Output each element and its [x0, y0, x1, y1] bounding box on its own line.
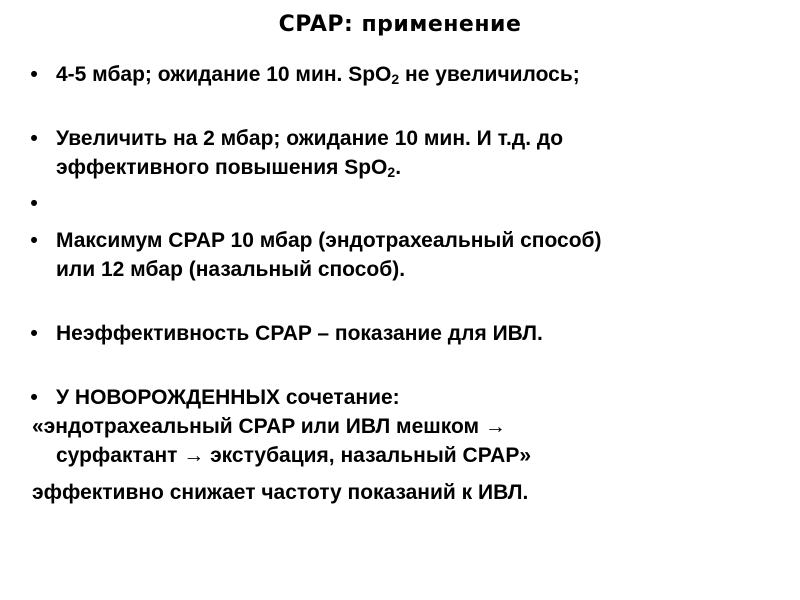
bullet-text-line2	[56, 153, 780, 182]
bullet-item-maximum	[0, 226, 800, 284]
bullet-icon: •	[30, 192, 38, 215]
bullet-item-ineffective	[0, 319, 800, 348]
bullet-text-line1: Максимум CPAP 10 мбар (эндотрахеальный способ)	[56, 229, 602, 252]
subscript: 2	[391, 71, 400, 87]
bullet-icon: •	[30, 386, 38, 409]
bullet-text	[56, 192, 62, 215]
bullet-text-tail: не увеличилось;	[399, 63, 580, 86]
bullet-icon: •	[30, 63, 38, 86]
subscript: 2	[387, 164, 396, 180]
bullet-item-pressure-start	[0, 60, 800, 89]
bullet-item-newborns	[0, 383, 800, 412]
bullet-list	[0, 60, 800, 507]
bullet-text-tail: .	[395, 156, 402, 179]
bullet-item-empty	[0, 189, 800, 218]
bullet-icon: •	[30, 127, 38, 150]
bullet-text: 4-5 мбар; ожидание 10 мин. SpO	[56, 63, 392, 86]
final-line: эффективно снижает частоту показаний к ИВЛ.	[32, 481, 529, 504]
bullet-text: У НОВОРОЖДЕННЫХ сочетание:	[56, 386, 400, 409]
bullet-item-increase	[0, 124, 800, 182]
slide-title: CPAP: применение	[278, 12, 522, 37]
quote-line-2: сурфактант → экстубация, назальный CPAP»	[56, 444, 532, 467]
bullet-text-line2: или 12 мбар (назальный способ).	[56, 258, 406, 281]
bullet-icon: •	[30, 229, 38, 252]
bullet-text: Неэффективность CPAP – показание для ИВЛ.	[56, 322, 543, 345]
bullet-text: эффективного повышения SpO	[56, 156, 388, 179]
bullet-icon: •	[30, 322, 38, 345]
bullet-text-line1: Увеличить на 2 мбар; ожидание 10 мин. И т.д. до	[56, 127, 564, 150]
quote-line-1: «эндотрахеальный CPAP или ИВЛ мешком →	[32, 415, 506, 438]
